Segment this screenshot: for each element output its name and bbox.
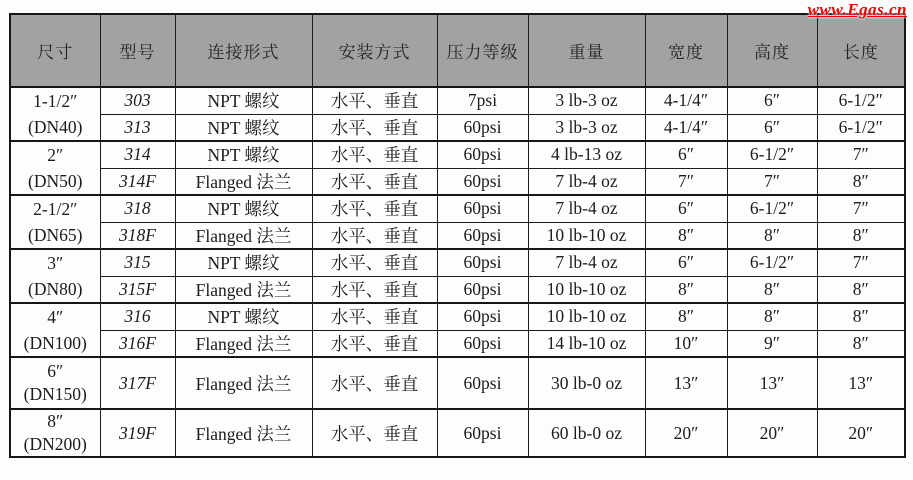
width-cell: 7″	[645, 168, 727, 195]
pressure-cell: 60psi	[437, 114, 528, 141]
length-cell: 8″	[817, 276, 905, 303]
length-cell: 7″	[817, 195, 905, 222]
table-row	[10, 303, 905, 330]
table-header	[10, 14, 905, 87]
table-row	[10, 222, 905, 249]
mounting-cell: 水平、垂直	[312, 87, 437, 114]
mounting-cell: 水平、垂直	[312, 249, 437, 276]
size-dn: (DN50)	[28, 171, 83, 191]
pressure-cell: 60psi	[437, 249, 528, 276]
size-inches: 2-1/2″	[33, 199, 78, 219]
model-cell: 313	[100, 114, 175, 141]
pressure-cell: 60psi	[437, 141, 528, 168]
mounting-cell: 水平、垂直	[312, 168, 437, 195]
table-row	[10, 114, 905, 141]
height-cell: 13″	[727, 357, 817, 409]
col-header-length: 长度	[817, 14, 905, 87]
width-cell: 6″	[645, 249, 727, 276]
table-row	[10, 249, 905, 276]
model-cell: 315	[100, 249, 175, 276]
height-cell: 20″	[727, 409, 817, 457]
size-cell	[10, 195, 100, 249]
table-row	[10, 409, 905, 457]
mounting-cell: 水平、垂直	[312, 276, 437, 303]
size-inches: 4″	[47, 307, 64, 327]
size-dn: (DN100)	[23, 333, 87, 353]
mounting-cell: 水平、垂直	[312, 141, 437, 168]
spec-table	[9, 13, 906, 458]
height-cell: 6-1/2″	[727, 195, 817, 222]
width-cell: 20″	[645, 409, 727, 457]
height-cell: 8″	[727, 303, 817, 330]
col-header-weight: 重量	[528, 14, 645, 87]
connection-cell: NPT 螺纹	[175, 249, 312, 276]
height-cell: 8″	[727, 276, 817, 303]
size-inches: 6″	[47, 361, 64, 381]
mounting-cell: 水平、垂直	[312, 222, 437, 249]
pressure-cell: 60psi	[437, 276, 528, 303]
table-row	[10, 87, 905, 114]
col-header-connection: 连接形式	[175, 14, 312, 87]
length-cell: 13″	[817, 357, 905, 409]
model-cell: 319F	[100, 409, 175, 457]
size-inches: 8″	[47, 411, 64, 431]
connection-cell: Flanged 法兰	[175, 330, 312, 357]
length-cell: 6-1/2″	[817, 87, 905, 114]
height-cell: 6-1/2″	[727, 141, 817, 168]
connection-cell: Flanged 法兰	[175, 409, 312, 457]
width-cell: 4-1/4″	[645, 114, 727, 141]
mounting-cell: 水平、垂直	[312, 195, 437, 222]
site-watermark: www.Egas.cn	[807, 0, 907, 19]
model-cell: 317F	[100, 357, 175, 409]
mounting-cell: 水平、垂直	[312, 357, 437, 409]
connection-cell: NPT 螺纹	[175, 195, 312, 222]
size-inches: 2″	[47, 145, 64, 165]
size-cell	[10, 303, 100, 357]
weight-cell: 7 lb-4 oz	[528, 249, 645, 276]
width-cell: 8″	[645, 276, 727, 303]
height-cell: 9″	[727, 330, 817, 357]
connection-cell: Flanged 法兰	[175, 168, 312, 195]
size-inches: 1-1/2″	[33, 91, 78, 111]
width-cell: 8″	[645, 222, 727, 249]
height-cell: 6-1/2″	[727, 249, 817, 276]
mounting-cell: 水平、垂直	[312, 330, 437, 357]
table-row	[10, 168, 905, 195]
width-cell: 13″	[645, 357, 727, 409]
model-cell: 303	[100, 87, 175, 114]
table-row	[10, 276, 905, 303]
pressure-cell: 60psi	[437, 330, 528, 357]
pressure-cell: 60psi	[437, 409, 528, 457]
width-cell: 6″	[645, 141, 727, 168]
table-row	[10, 357, 905, 409]
connection-cell: NPT 螺纹	[175, 114, 312, 141]
pressure-cell: 7psi	[437, 87, 528, 114]
length-cell: 6-1/2″	[817, 114, 905, 141]
col-header-mounting: 安装方式	[312, 14, 437, 87]
connection-cell: Flanged 法兰	[175, 222, 312, 249]
height-cell: 6″	[727, 114, 817, 141]
model-cell: 314	[100, 141, 175, 168]
mounting-cell: 水平、垂直	[312, 409, 437, 457]
connection-cell: NPT 螺纹	[175, 141, 312, 168]
weight-cell: 10 lb-10 oz	[528, 222, 645, 249]
model-cell: 316F	[100, 330, 175, 357]
model-cell: 318	[100, 195, 175, 222]
height-cell: 6″	[727, 87, 817, 114]
length-cell: 8″	[817, 222, 905, 249]
length-cell: 7″	[817, 141, 905, 168]
width-cell: 6″	[645, 195, 727, 222]
mounting-cell: 水平、垂直	[312, 303, 437, 330]
col-header-size: 尺寸	[10, 14, 100, 87]
table-row	[10, 141, 905, 168]
model-cell: 316	[100, 303, 175, 330]
pressure-cell: 60psi	[437, 357, 528, 409]
weight-cell: 3 lb-3 oz	[528, 87, 645, 114]
height-cell: 8″	[727, 222, 817, 249]
size-cell	[10, 87, 100, 141]
col-header-model: 型号	[100, 14, 175, 87]
pressure-cell: 60psi	[437, 195, 528, 222]
weight-cell: 14 lb-10 oz	[528, 330, 645, 357]
model-cell: 315F	[100, 276, 175, 303]
width-cell: 4-1/4″	[645, 87, 727, 114]
weight-cell: 10 lb-10 oz	[528, 276, 645, 303]
connection-cell: NPT 螺纹	[175, 303, 312, 330]
size-cell	[10, 141, 100, 195]
weight-cell: 3 lb-3 oz	[528, 114, 645, 141]
size-cell	[10, 357, 100, 409]
length-cell: 20″	[817, 409, 905, 457]
table-body	[10, 87, 905, 457]
weight-cell: 7 lb-4 oz	[528, 195, 645, 222]
col-header-pressure: 压力等级	[437, 14, 528, 87]
size-dn: (DN40)	[28, 117, 83, 137]
height-cell: 7″	[727, 168, 817, 195]
size-inches: 3″	[47, 253, 64, 273]
length-cell: 8″	[817, 168, 905, 195]
pressure-cell: 60psi	[437, 303, 528, 330]
table-row	[10, 330, 905, 357]
weight-cell: 4 lb-13 oz	[528, 141, 645, 168]
weight-cell: 30 lb-0 oz	[528, 357, 645, 409]
length-cell: 8″	[817, 330, 905, 357]
weight-cell: 60 lb-0 oz	[528, 409, 645, 457]
table-row	[10, 195, 905, 222]
connection-cell: Flanged 法兰	[175, 357, 312, 409]
length-cell: 8″	[817, 303, 905, 330]
size-dn: (DN80)	[28, 279, 83, 299]
size-dn: (DN65)	[28, 225, 83, 245]
size-dn: (DN200)	[23, 434, 87, 454]
col-header-width: 宽度	[645, 14, 727, 87]
length-cell: 7″	[817, 249, 905, 276]
pressure-cell: 60psi	[437, 168, 528, 195]
col-header-height: 高度	[727, 14, 817, 87]
mounting-cell: 水平、垂直	[312, 114, 437, 141]
connection-cell: Flanged 法兰	[175, 276, 312, 303]
width-cell: 8″	[645, 303, 727, 330]
size-cell	[10, 409, 100, 457]
weight-cell: 10 lb-10 oz	[528, 303, 645, 330]
model-cell: 318F	[100, 222, 175, 249]
size-dn: (DN150)	[23, 384, 87, 404]
width-cell: 10″	[645, 330, 727, 357]
pressure-cell: 60psi	[437, 222, 528, 249]
model-cell: 314F	[100, 168, 175, 195]
connection-cell: NPT 螺纹	[175, 87, 312, 114]
size-cell	[10, 249, 100, 303]
weight-cell: 7 lb-4 oz	[528, 168, 645, 195]
header-row	[10, 14, 905, 87]
